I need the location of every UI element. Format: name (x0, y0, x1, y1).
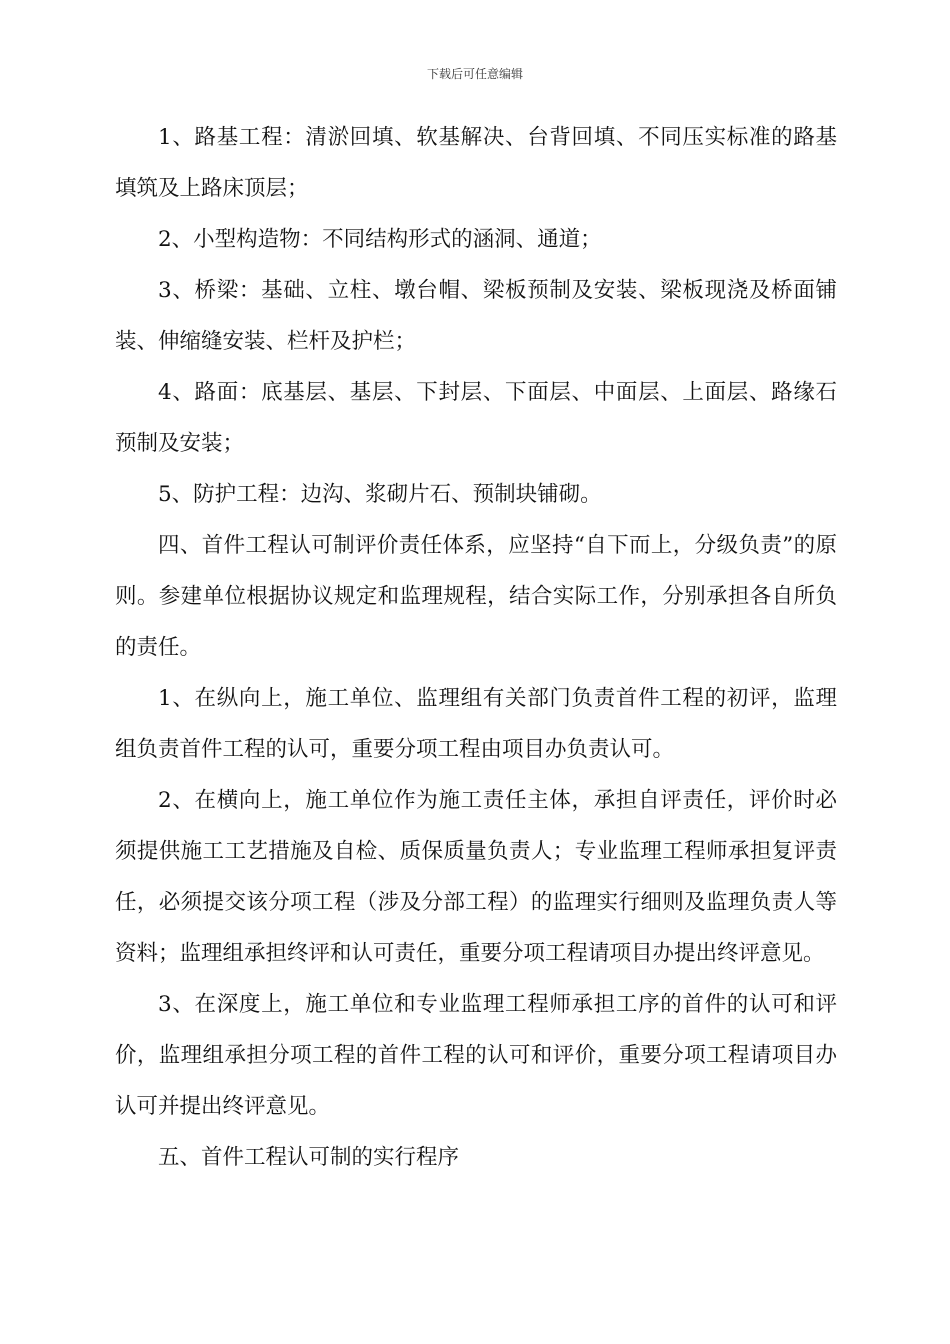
section-heading-five: 五、首件工程认可制的实行程序 (158, 1145, 460, 1170)
paragraph-bridges: 3、桥梁：基础、立柱、墩台帽、梁板预制及安装、梁板现浇及桥面铺装、伸缩缝安装、栏杆及护栏； (115, 278, 837, 354)
paragraph-pavement: 4、路面：底基层、基层、下封层、下面层、中面层、上面层、路缘石预制及安装； (115, 380, 837, 456)
paragraph-subgrade: 1、路基工程：清淤回填、软基解决、台背回填、不同压实标准的路基填筑及上路床顶层； (115, 125, 837, 201)
paragraph-depth: 3、在深度上，施工单位和专业监理工程师承担工序的首件的认可和评价，监理组承担分项工程的首件工程的认可和评价，重要分项工程请项目办认可并提出终评意见。 (115, 992, 837, 1119)
paragraph-protection: 5、防护工程：边沟、浆砌片石、预制块铺砌。 (158, 482, 602, 507)
document-body (115, 112, 837, 1183)
paragraph-horizontal: 2、在横向上，施工单位作为施工责任主体，承担自评责任，评价时必须提供施工工艺措施及自检、质保质量负责人；专业监理工程师承担复评责任，必须提交该分项工程（涉及分部工程）的监理实行细则及监理负责人等资料；监理组承担终评和认可责任，重要分项工程请项目办提出终评意见。 (115, 788, 837, 966)
paragraph-vertical: 1、在纵向上，施工单位、监理组有关部门负责首件工程的初评，监理组负责首件工程的认可，重要分项工程由项目办负责认可。 (115, 686, 837, 762)
paragraph-small-structures: 2、小型构造物：不同结构形式的涵洞、通道； (158, 227, 602, 252)
paragraph-section-four: 四、首件工程认可制评价责任体系，应坚持“自下而上，分级负责”的原则。参建单位根据协议规定和监理规程，结合实际工作，分别承担各自所负的责任。 (115, 533, 837, 660)
page-header: 下载后可任意编辑 (426, 67, 523, 81)
